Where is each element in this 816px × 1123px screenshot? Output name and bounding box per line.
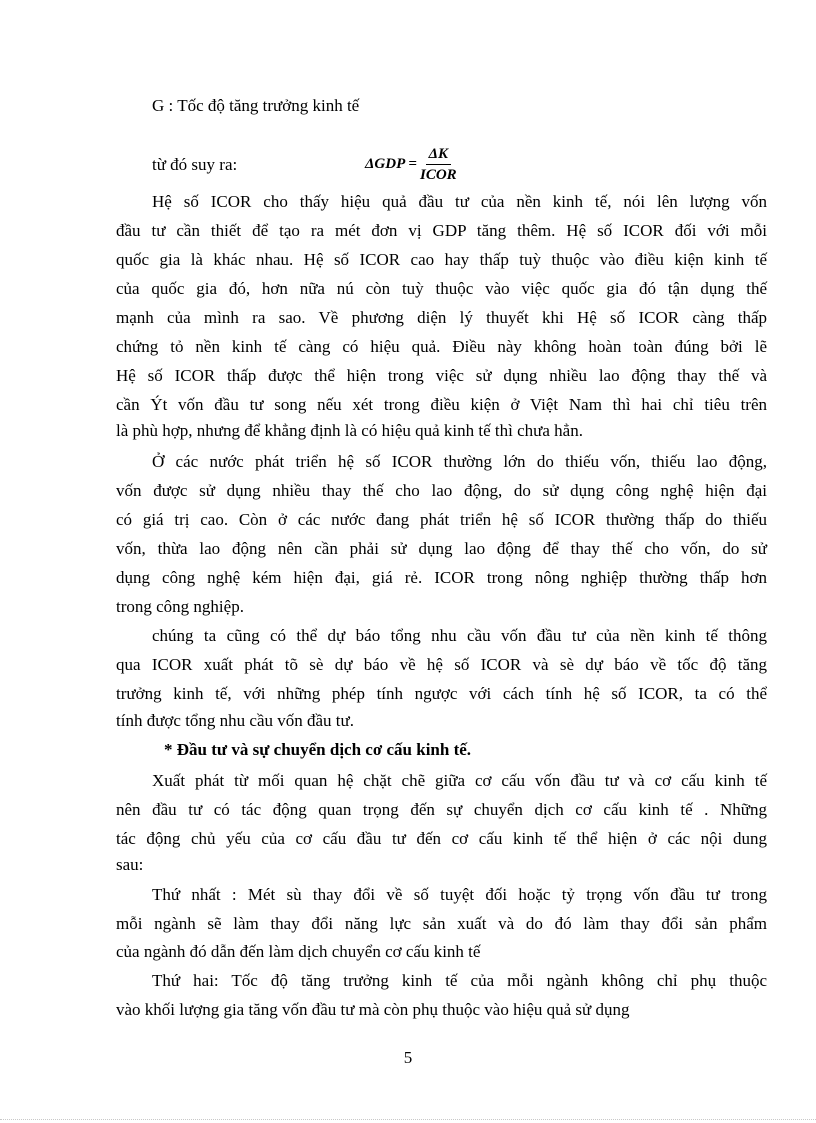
paragraph-line: chúng ta cũng có thể dự báo tổng nhu cầu vốn đầu tư của nền kinh tế thông [152, 626, 767, 645]
paragraph-line: Xuất phát từ mối quan hệ chặt chẽ giữa cơ cấu vốn đầu tư và cơ cấu kinh tế [152, 771, 767, 790]
paragraph-line: trưởng kinh tế, với những phép tính ngược với cách tính hệ số ICOR, ta có thể [116, 684, 767, 703]
paragraph-line: Hệ số ICOR cho thấy hiệu quả đầu tư của nền kinh tế, nói lên lượng vốn [152, 192, 767, 211]
paragraph-line: vốn, thừa lao động nên cần phải sử dụng lao động để thay thế cho vốn, do sử [116, 539, 767, 558]
paragraph-line: Hệ số ICOR thấp được thể hiện trong việc sử dụng nhiều lao động thay thế và [116, 366, 767, 385]
paragraph-line: vốn được sử dụng nhiều thay thế cho lao động, do sử dụng công nghệ hiện đại [116, 481, 767, 500]
paragraph-line: có giá trị cao. Còn ở các nước đang phát triển hệ số ICOR thường thấp do thiếu [116, 510, 767, 529]
paragraph-line: vào khối lượng gia tăng vốn đầu tư mà còn phụ thuộc vào hiệu quả sử dụng [116, 1000, 630, 1019]
page-number: 5 [403, 1048, 413, 1067]
definition-line: G : Tốc độ tăng trưởng kinh tế [152, 96, 360, 115]
paragraph-line: chứng tỏ nền kinh tế càng có hiệu quả. Điều này không hoàn toàn đúng bởi lẽ [116, 337, 767, 356]
paragraph-line: qua ICOR xuất phát tõ sè dự báo về hệ số ICOR và sè dự báo về tốc độ tăng [116, 655, 767, 674]
derive-label: từ đó suy ra: [152, 155, 238, 174]
paragraph-line: mạnh của mình ra sao. Về phương diện lý thuyết khi Hệ số ICOR càng thấp [116, 308, 767, 327]
paragraph-line: của ngành đó dẫn đến làm dịch chuyển cơ cấu kinh tế [116, 942, 481, 961]
paragraph-line: mỗi ngành sẽ làm thay đổi năng lực sản xuất và do đó làm thay đổi sản phẩm [116, 914, 767, 933]
paragraph-line: là phù hợp, nhưng để khẳng định là có hiệu quả kinh tế thì chưa hẳn. [116, 421, 583, 440]
paragraph-line: của quốc gia đó, hơn nữa nú còn tuỳ thuộc vào việc quốc gia đó tận dụng thế [116, 279, 767, 298]
formula-denominator: ICOR [419, 166, 457, 183]
formula-lhs: ΔGDP = [365, 155, 417, 172]
paragraph-line: Ở các nước phát triển hệ số ICOR thường lớn do thiếu vốn, thiếu lao động, [152, 452, 767, 471]
paragraph-line: quốc gia là khác nhau. Hệ số ICOR cao hay thấp tuỳ thuộc vào điều kiện kinh tế [116, 250, 767, 269]
paragraph-line: trong công nghiệp. [116, 597, 244, 616]
formula-numerator: ΔK [426, 145, 451, 165]
paragraph-line: Thứ hai: Tốc độ tăng trưởng kinh tế của mỗi ngành không chỉ phụ thuộc [152, 971, 767, 990]
formula-delta-gdp [365, 142, 457, 186]
formula-fraction [420, 145, 457, 184]
paragraph-line: đầu tư cần thiết để tạo ra mét đơn vị GDP tăng thêm. Hệ số ICOR đối với mỗi [116, 221, 767, 240]
paragraph-line: cần Ýt vốn đầu tư song nếu xét trong điều kiện ở Việt Nam thì hai chỉ tiêu trên [116, 395, 767, 414]
page-bottom-divider [0, 1119, 816, 1120]
paragraph-line: sau: [116, 855, 144, 874]
paragraph-line: nên đầu tư có tác động quan trọng đến sự chuyển dịch cơ cấu kinh tế . Những [116, 800, 767, 819]
paragraph-line: tác động chủ yếu của cơ cấu đầu tư đến cơ cấu kinh tế thể hiện ở các nội dung [116, 829, 767, 848]
paragraph-line: tính được tổng nhu cầu vốn đầu tư. [116, 711, 354, 730]
paragraph-line: dụng công nghệ kém hiện đại, giá rẻ. ICOR trong nông nghiệp thường thấp hơn [116, 568, 767, 587]
paragraph-line: Thứ nhất : Mét sù thay đổi về số tuyệt đối hoặc tỷ trọng vốn đầu tư trong [152, 885, 767, 904]
section-heading: * Đầu tư và sự chuyển dịch cơ cấu kinh tế. [164, 740, 472, 759]
